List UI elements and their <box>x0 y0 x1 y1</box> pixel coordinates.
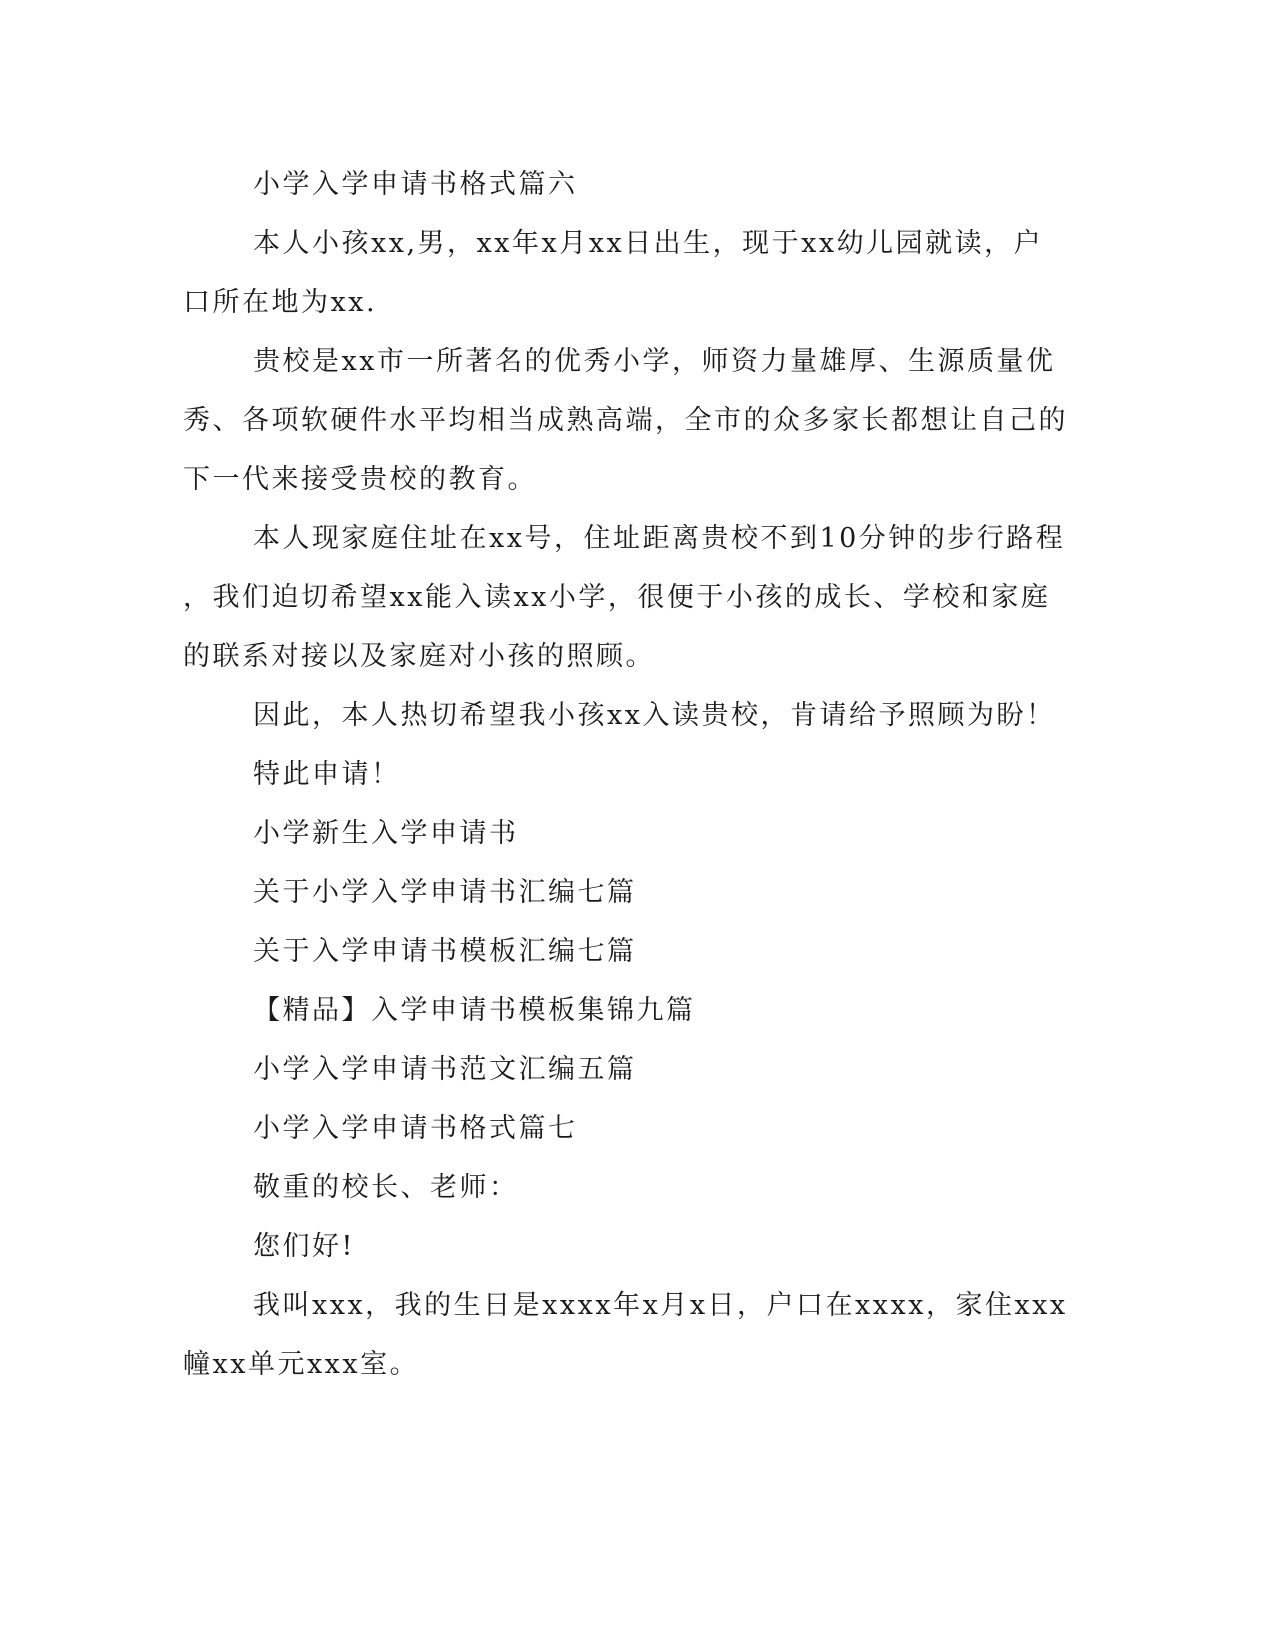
closing-line: 特此申请！ <box>253 759 401 790</box>
paragraph-line: 秀、各项软硬件水平均相当成熟高端，全市的众多家长都想让自己的 <box>183 405 1068 436</box>
paragraph-line: 本人小孩xx,男，xx年x月xx日出生，现于xx幼儿园就读，户 <box>253 228 1044 259</box>
section-heading-7: 小学入学申请书格式篇七 <box>253 1113 578 1144</box>
related-title: 小学新生入学申请书 <box>253 818 519 849</box>
paragraph-line: 我叫xxx，我的生日是xxxx年x月x日，户口在xxxx，家住xxx <box>253 1290 1068 1321</box>
paragraph-line: ，我们迫切希望xx能入读xx小学，很便于小孩的成长、学校和家庭 <box>183 582 1051 613</box>
salutation: 敬重的校长、老师： <box>253 1172 519 1203</box>
related-title: 关于入学申请书模板汇编七篇 <box>253 936 637 967</box>
related-title: 关于小学入学申请书汇编七篇 <box>253 877 637 908</box>
paragraph-line: 本人现家庭住址在xx号，住址距离贵校不到10分钟的步行路程 <box>253 523 1066 554</box>
paragraph-line: 口所在地为xx. <box>183 287 378 318</box>
paragraph-line: 下一代来接受贵校的教育。 <box>183 464 537 495</box>
paragraph-line: 幢xx单元xxx室。 <box>183 1349 420 1380</box>
related-title: 小学入学申请书范文汇编五篇 <box>253 1054 637 1085</box>
section-heading-6: 小学入学申请书格式篇六 <box>253 169 578 200</box>
paragraph-line: 因此，本人热切希望我小孩xx入读贵校，肯请给予照顾为盼！ <box>253 700 1056 731</box>
greeting: 您们好! <box>253 1231 355 1262</box>
paragraph-line: 贵校是xx市一所著名的优秀小学，师资力量雄厚、生源质量优 <box>253 346 1056 377</box>
related-title: 【精品】入学申请书模板集锦九篇 <box>253 995 696 1026</box>
paragraph-line: 的联系对接以及家庭对小孩的照顾。 <box>183 641 655 672</box>
document-body <box>183 155 1068 1394</box>
